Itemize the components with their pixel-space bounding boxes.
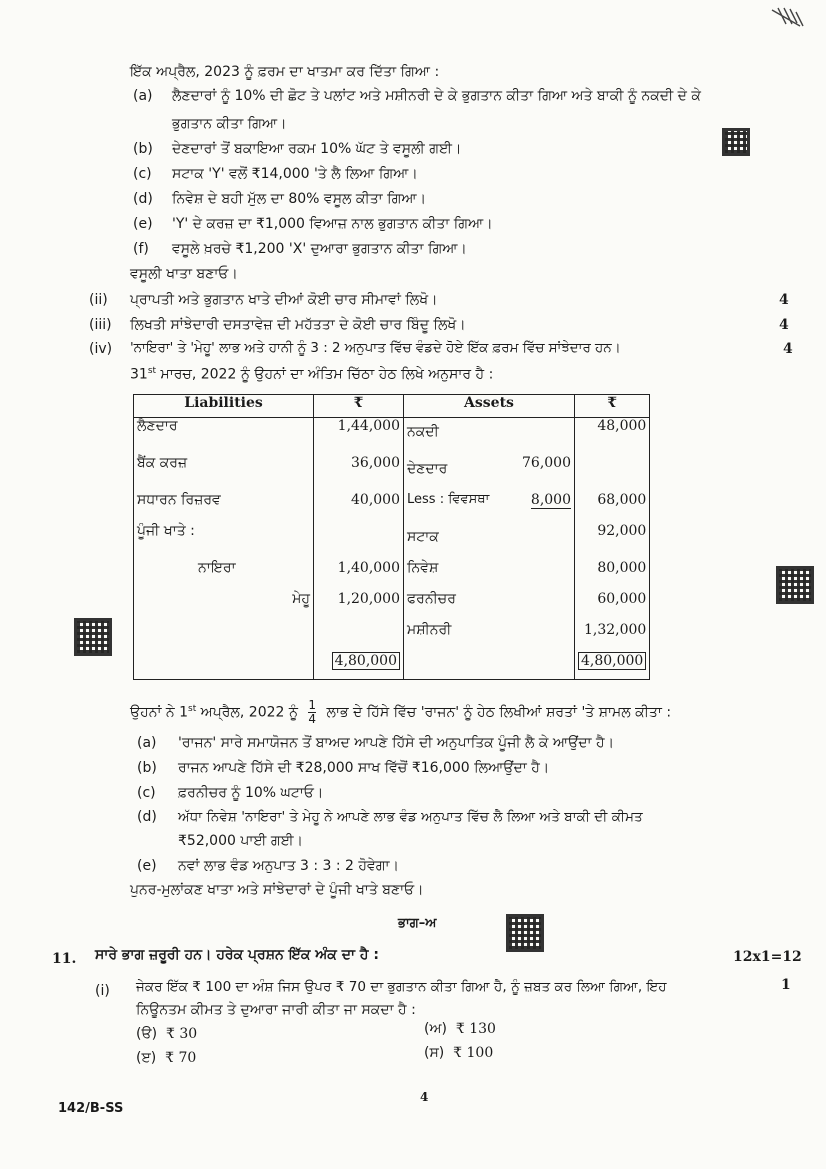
header-liabilities: Liabilities (134, 395, 314, 418)
option-b: (ਅ) ₹ 130 (424, 1021, 496, 1037)
q11-marks: 12x1=12 (733, 949, 802, 965)
section-title: ਭਾਗ–ਅ (398, 916, 437, 931)
intro-text: ਇੱਕ ਅਪ੍ਰੈਲ, 2023 ਨੂੰ ਫ਼ਰਮ ਦਾ ਖਾਤਮਾ ਕਰ ਦਿੱਤਾ ਗਿਆ : (130, 64, 440, 80)
prepare-revaluation: ਪੁਨਰ-ਮੁਲਾਂਕਣ ਖਾਤਾ ਅਤੇ ਸਾਂਝੇਦਾਰਾਂ ਦੇ ਪੂੰਜੀ ਖਾਤੇ ਬਣਾਓ। (130, 882, 424, 898)
item-a-line2: ਭੁਗਤਾਨ ਕੀਤਾ ਗਿਆ। (172, 116, 287, 132)
q-ii-label: (ii) (89, 292, 108, 308)
adm-a-text: 'ਰਾਜਨ' ਸਾਰੇ ਸਮਾਯੋਜਨ ਤੋਂ ਬਾਅਦ ਆਪਣੇ ਹਿੱਸੇ ਦੀ ਅਨੁਪਾਤਿਕ ਪੂੰਜੀ ਲੈ ਕੇ ਆਉਂਦਾ ਹੈ। (178, 735, 615, 751)
adm-d-line2: ₹52,000 ਪਾਈ ਗਈ। (178, 833, 303, 849)
qr-code-icon (74, 618, 112, 656)
total-liabilities: 4,80,000 (332, 652, 400, 670)
option-d: (ਸ) ₹ 100 (424, 1045, 494, 1061)
corner-mark (770, 6, 810, 32)
q-iv-text: 'ਨਾਇਰਾ' ਤੇ 'ਮੇਹੂ' ਲਾਭ ਅਤੇ ਹਾਨੀ ਨੂੰ 3 : 2 ਅਨੁਪਾਤ ਵਿੱਚ ਵੰਡਦੇ ਹੋਏ ਇੱਕ ਫ਼ਰਮ ਵਿੱਚ ਸਾਂਝੇਦਾਰ ਹਨ। (130, 341, 621, 356)
balance-sheet-table (133, 394, 650, 680)
table-row: ਲੈਣਦਾਰ 1,44,000 ਨਕਦੀ 48,000 (134, 418, 650, 456)
item-f-text: ਵਸੂਲੇ ਖ਼ਰਚੇ ₹1,200 'X' ਦੁਆਰਾ ਭੁਗਤਾਨ ਕੀਤਾ ਗਿਆ। (172, 241, 467, 257)
header-assets: Assets (404, 395, 575, 418)
option-a: (ੳ) ₹ 30 (136, 1026, 198, 1042)
q-iii-text: ਲਿਖਤੀ ਸਾਂਝੇਦਾਰੀ ਦਸਤਾਵੇਜ਼ ਦੀ ਮਹੱਤਤਾ ਦੇ ਕੋਈ ਚਾਰ ਬਿੰਦੂ ਲਿਖੋ। (130, 317, 466, 333)
header-amount2: ₹ (575, 395, 650, 418)
item-b-text: ਦੇਣਦਾਰਾਂ ਤੋਂ ਬਕਾਇਆ ਰਕਮ 10% ਘੱਟ ਤੇ ਵਸੂਲੀ ਗਈ। (172, 141, 462, 157)
footer-code: 142/B-SS (58, 1101, 124, 1116)
item-d-label: (d) (133, 191, 153, 207)
adm-a-label: (a) (137, 735, 157, 751)
q-ii-text: ਪ੍ਰਾਪਤੀ ਅਤੇ ਭੁਗਤਾਨ ਖਾਤੇ ਦੀਆਂ ਕੋਈ ਚਾਰ ਸੀਮਾਵਾਂ ਲਿਖੋ। (130, 292, 438, 308)
table-row: ਮਸ਼ੀਨਰੀ 1,32,000 (134, 622, 650, 653)
table-row: ਮੇਹੂ 1,20,000 ਫਰਨੀਚਰ 60,000 (134, 591, 650, 622)
q-iii-marks: 4 (779, 317, 789, 333)
adm-b-label: (b) (137, 760, 157, 776)
prepare-realisation: ਵਸੂਲੀ ਖਾਤਾ ਬਣਾਓ। (130, 266, 238, 282)
total-assets: 4,80,000 (578, 652, 646, 670)
q11-i-line1: ਜੇਕਰ ਇੱਕ ₹ 100 ਦਾ ਅੰਸ਼ ਜਿਸ ਉਪਰ ₹ 70 ਦਾ ਭੁਗਤਾਨ ਕੀਤਾ ਗਿਆ ਹੈ, ਨੂੰ ਜ਼ਬਤ ਕਰ ਲਿਆ ਗਿਆ, ਇਹ (136, 979, 667, 995)
q-iv-marks: 4 (783, 341, 793, 357)
item-a-line1: ਲੈਣਦਾਰਾਂ ਨੂੰ 10% ਦੀ ਛੋਟ ਤੇ ਪਲਾਂਟ ਅਤੇ ਮਸ਼ੀਨਰੀ ਦੇ ਕੇ ਭੁਗਤਾਨ ਕੀਤਾ ਗਿਆ ਅਤੇ ਬਾਕੀ ਨੂੰ ਨਕਦੀ ਦੇ ਕੇ (172, 88, 701, 104)
table-row: ਸਧਾਰਨ ਰਿਜ਼ਰਵ 40,000 Less : ਵਿਵਸਥਾ 8,000 68,000 (134, 492, 650, 523)
option-c: (ੲ) ₹ 70 (136, 1050, 197, 1066)
q11-number: 11. (52, 951, 77, 967)
item-e-label: (e) (133, 216, 153, 232)
adm-c-label: (c) (137, 785, 156, 801)
adm-c-text: ਫ਼ਰਨੀਚਰ ਨੂੰ 10% ਘਟਾਓ। (178, 785, 324, 801)
fraction: $\frac{1}{4}$ (308, 698, 317, 726)
table-row: ਨਾਇਰਾ 1,40,000 ਨਿਵੇਸ਼ 80,000 (134, 560, 650, 591)
q-iv-label: (iv) (89, 341, 113, 357)
item-a-label: (a) (133, 88, 153, 104)
item-c-text: ਸਟਾਕ 'Y' ਵਲੋਂ ₹14,000 'ਤੇ ਲੈ ਲਿਆ ਗਿਆ। (172, 166, 418, 182)
q-iii-label: (iii) (89, 317, 112, 333)
q11-i-label: (i) (95, 983, 110, 999)
item-f-label: (f) (133, 241, 149, 257)
q-ii-marks: 4 (779, 292, 789, 308)
q11-i-line2: ਨਿਊਨਤਮ ਕੀਮਤ ਤੇ ਦੁਆਰਾ ਜਾਰੀ ਕੀਤਾ ਜਾ ਸਕਦਾ ਹੈ : (136, 1002, 416, 1018)
qr-code-icon (776, 566, 814, 604)
table-row: ਬੈਂਕ ਕਰਜ਼ 36,000 ਦੇਣਦਾਰ 76,000 (134, 455, 650, 492)
adm-e-label: (e) (137, 858, 157, 874)
qr-code-icon (722, 128, 750, 156)
adm-d-label: (d) (137, 809, 157, 825)
table-total-row (134, 653, 650, 680)
adm-e-text: ਨਵਾਂ ਲਾਭ ਵੰਡ ਅਨੁਪਾਤ 3 : 3 : 2 ਹੋਵੇਗਾ। (178, 858, 399, 874)
table-row: ਪੂੰਜੀ ਖਾਤੇ : ਸਟਾਕ 92,000 (134, 523, 650, 560)
item-b-label: (b) (133, 141, 153, 157)
item-c-label: (c) (133, 166, 152, 182)
q11-i-marks: 1 (781, 977, 791, 993)
adm-b-text: ਰਾਜਨ ਆਪਣੇ ਹਿੱਸੇ ਦੀ ₹28,000 ਸਾਖ ਵਿੱਚੋਂ ₹16,000 ਲਿਆਉਂਦਾ ਹੈ। (178, 760, 550, 776)
page-number: 4 (420, 1090, 429, 1104)
admission-intro: ਉਹਨਾਂ ਨੇ 1st ਅਪ੍ਰੈਲ, 2022 ਨੂੰ $\frac{1}{4}$ ਲਾਭ ਦੇ ਹਿੱਸੇ ਵਿੱਚ 'ਰਾਜਨ' ਨੂੰ ਹੇਠ ਲਿਖੀਆਂ ਸ਼ਰਤਾਂ 'ਤੇ ਸ਼ਾਮਲ ਕੀਤਾ : (130, 698, 672, 726)
qr-code-icon (506, 914, 544, 952)
q11-instruction: ਸਾਰੇ ਭਾਗ ਜ਼ਰੂਰੀ ਹਨ। ਹਰੇਕ ਪ੍ਰਸ਼ਨ ਇੱਕ ਅੰਕ ਦਾ ਹੈ : (95, 947, 379, 963)
header-amount1: ₹ (314, 395, 404, 418)
item-e-text: 'Y' ਦੇ ਕਰਜ਼ ਦਾ ₹1,000 ਵਿਆਜ਼ ਨਾਲ ਭੁਗਤਾਨ ਕੀਤਾ ਗਿਆ। (172, 216, 493, 232)
adm-d-line1: ਅੱਧਾ ਨਿਵੇਸ਼ 'ਨਾਇਰਾ' ਤੇ ਮੇਹੂ ਨੇ ਆਪਣੇ ਲਾਭ ਵੰਡ ਅਨੁਪਾਤ ਵਿੱਚ ਲੈ ਲਿਆ ਅਤੇ ਬਾਕੀ ਦੀ ਕੀਮਤ (178, 809, 643, 825)
balance-sheet-intro: 31st ਮਾਰਚ, 2022 ਨੂੰ ਉਹਨਾਂ ਦਾ ਅੰਤਿਮ ਚਿੱਠਾ ਹੇਠ ਲਿਖੇ ਅਨੁਸਾਰ ਹੈ : (130, 366, 494, 383)
item-d-text: ਨਿਵੇਸ਼ ਦੇ ਬਹੀ ਮੁੱਲ ਦਾ 80% ਵਸੂਲ ਕੀਤਾ ਗਿਆ। (172, 191, 427, 207)
